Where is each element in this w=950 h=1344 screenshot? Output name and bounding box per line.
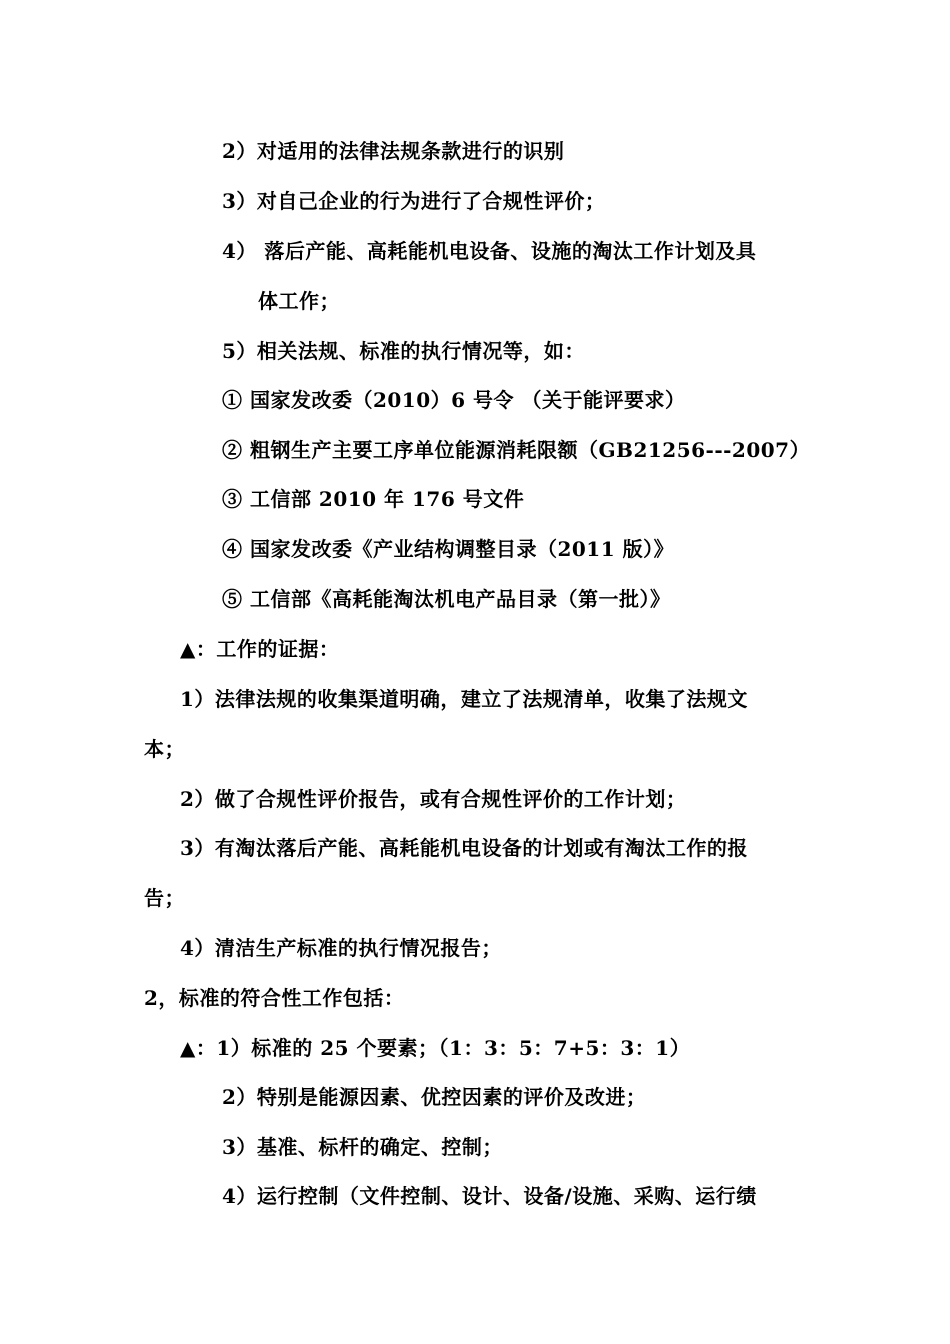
text-line: ⑤ 工信部《高耗能淘汰机电产品目录（第一批）》 (222, 587, 671, 611)
text-line: ③ 工信部 2010 年 176 号文件 (222, 487, 525, 511)
text-line: 2）做了合规性评价报告，或有合规性评价的工作计划； (180, 787, 687, 811)
text-line: 告； (144, 886, 185, 910)
text-line: 2）对适用的法律法规条款进行的识别 (222, 139, 565, 163)
text-line: 4）清洁生产标准的执行情况报告； (180, 936, 502, 960)
text-line: 2，标准的符合性工作包括： (144, 986, 405, 1010)
text-line: ② 粗钢生产主要工序单位能源消耗限额（GB21256---2007） (222, 438, 811, 462)
text-line: 4）运行控制（文件控制、设计、设备/设施、采购、运行绩 (222, 1184, 757, 1208)
text-line: 3）对自己企业的行为进行了合规性评价； (222, 189, 606, 213)
text-line: ① 国家发改委（2010）6 号令 （关于能评要求） (222, 388, 686, 412)
text-line: 2）特别是能源因素、优控因素的评价及改进； (222, 1085, 647, 1109)
text-line: 5）相关法规、标准的执行情况等，如： (222, 339, 585, 363)
text-line: 体工作； (258, 289, 340, 313)
text-line: 本； (144, 737, 185, 761)
text-line: 3）基准、标杆的确定、控制； (222, 1135, 503, 1159)
text-line: ④ 国家发改委《产业结构调整目录（2011 版）》 (222, 537, 675, 561)
text-line: ▲：工作的证据： (180, 637, 340, 661)
text-line: 4） 落后产能、高耗能机电设备、设施的淘汰工作计划及具 (222, 239, 757, 263)
text-line: ▲：1）标准的 25 个要素；（1：3：5：7+5：3：1） (180, 1036, 691, 1060)
text-line: 3）有淘汰落后产能、高耗能机电设备的计划或有淘汰工作的报 (180, 836, 748, 860)
text-line: 1）法律法规的收集渠道明确，建立了法规清单，收集了法规文 (180, 687, 748, 711)
